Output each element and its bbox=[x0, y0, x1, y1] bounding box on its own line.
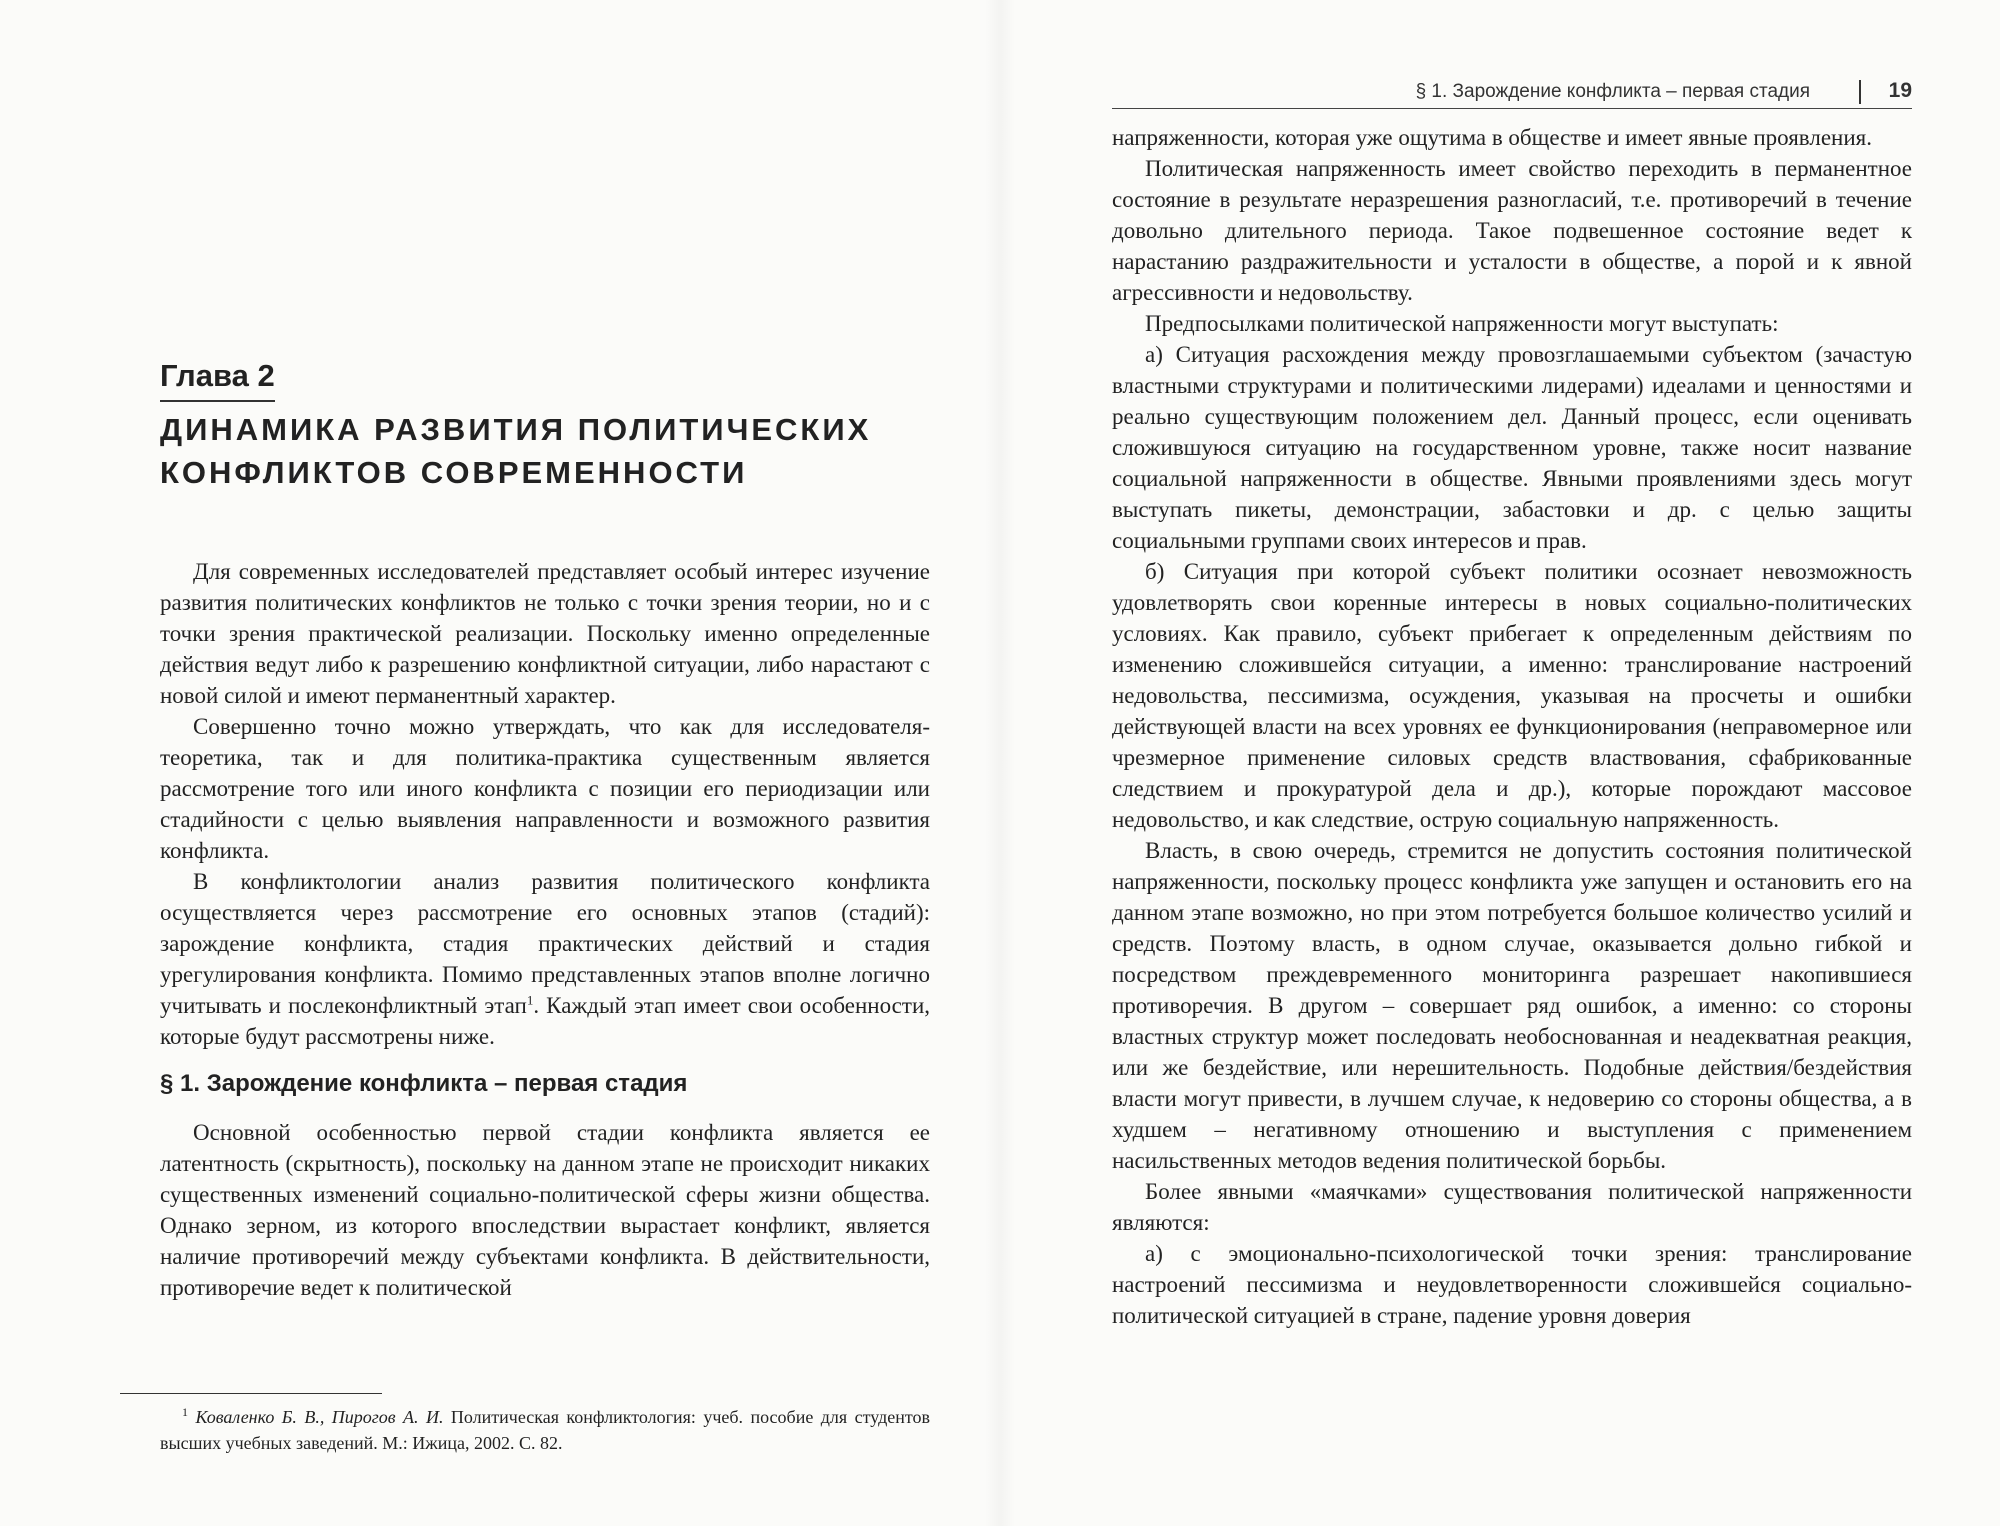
running-head-separator bbox=[1859, 80, 1861, 104]
section-heading: § 1. Зарождение конфликта – первая стадия bbox=[160, 1070, 688, 1097]
paragraph: Политическая напряженность имеет свойство переходить в перманентное состояние в результате неразрешения разногласий, т.е. противоречий в течение довольно длительного периода. Такое подвешенное состояние ведет к нарастанию раздражительности и усталости в обществе, а порой и к явной агрессивности и недовольству. bbox=[1112, 156, 1912, 305]
footnote bbox=[160, 1404, 930, 1456]
chapter-title: ДИНАМИКА РАЗВИТИЯ ПОЛИТИЧЕСКИХ КОНФЛИКТОВ СОВРЕМЕННОСТИ bbox=[160, 412, 872, 490]
paragraph bbox=[160, 866, 930, 1052]
footnote-text: Политическая конфликтология: учеб. пособие для студентов высших учебных заведений. М.: Ижица, 2002. С. 82. bbox=[160, 1407, 931, 1453]
paragraph: Для современных исследователей представляет особый интерес изучение развития политических конфликтов не только с точки зрения теории, но и с точки зрения практической реализации. Поскольку именно определенные действия ведут либо к разрешению конфликтной ситуации, либо нарастают с новой силой и имеют перманентный характер. bbox=[160, 559, 930, 708]
footnote-authors: Коваленко Б. В., Пирогов А. И. bbox=[195, 1407, 444, 1427]
page-number: 19 bbox=[1888, 79, 1912, 102]
paragraph-continuation: напряженности, которая уже ощутима в обществе и имеет явные проявления. bbox=[1112, 125, 1872, 150]
header-rule bbox=[1112, 108, 1912, 109]
paragraph: Более явными «маячками» существования политической напряженности являются: bbox=[1112, 1179, 1912, 1235]
right-body-text bbox=[1112, 122, 1912, 1331]
paragraph: Предпосылками политической напряженности могут выступать: bbox=[1145, 311, 1779, 336]
footnote-divider bbox=[120, 1393, 382, 1394]
running-head-title: § 1. Зарождение конфликта – первая стадия bbox=[1415, 81, 1810, 102]
footnote-mark: 1 bbox=[182, 1405, 188, 1419]
paragraph: Основной особенностью первой стадии конфликта является ее латентность (скрытность), поскольку на данном этапе не происходит никаких существенных изменений социально-политической сферы жизни общества. Однако зерном, из которого впоследствии вырастает конфликт, является наличие противоречий между субъектами конфликта. В действительности, противоречие ведет к политической bbox=[160, 1120, 930, 1300]
chapter-label-underline bbox=[160, 400, 275, 402]
list-item: а) с эмоционально-психологической точки зрения: транслирование настроений пессимизма и неудовлетворенности сложившейся социально-политической ситуацией в стране, падение уровня доверия bbox=[1112, 1241, 1912, 1328]
right-page bbox=[1000, 0, 2000, 1526]
chapter-label: Глава 2 bbox=[160, 358, 275, 393]
paragraph: Власть, в свою очередь, стремится не допустить состояния политической напряженности, поскольку процесс конфликта уже запущен и остановить его на данном этапе возможно, но при этом потребуется большое количество усилий и средств. Поэтому власть, в одном случае, оказывается дольно гибкой и посредством преждевременного мониторинга разрешает накопившиеся противоречия. В другом – совершает ряд ошибок, а именно: со стороны властных структур может последовать необоснованная и неадекватная реакция, или же бездействие, или нерешительность. Подобные действия/бездействия власти могут привести, в лучшем случае, к недоверию со стороны общества, а в худшем – негативному отношению и выступления с применением насильственных методов ведения политической борьбы. bbox=[1112, 838, 1912, 1173]
paragraph-text: В конфликтологии анализ развития политического конфликта осуществляется через рассмотрение его основных этапов (стадий): зарождение конфликта, стадия практических действий и стадия урегулирования конфликта. Помимо представленных этапов вполне логично учитывать и послеконфликтный этап bbox=[160, 869, 930, 1018]
paragraph-text-tail: . Каждый этап имеет свои особенности, которые будут рассмотрены ниже. bbox=[160, 993, 930, 1049]
running-header bbox=[1112, 80, 1912, 106]
left-body-text bbox=[160, 556, 930, 1303]
paragraph: Совершенно точно можно утверждать, что как для исследователя-теоретика, так и для политика-практика существенным является рассмотрение того или иного конфликта с позиции его периодизации или стадийности с целью выявления направленности и возможного развития конфликта. bbox=[160, 714, 930, 863]
list-item: а) Ситуация расхождения между провозглашаемыми субъектом (зачастую властными структурами и политическими лидерами) идеалами и ценностями и реально существующим положением дел. Данный процесс, если оценивать сложившуюся ситуацию на государственном уровне, также носит название социальной напряженности в обществе. Явными проявлениями здесь могут выступать пикеты, демонстрации, забастовки и др. с целью защиты социальными группами своих интересов и прав. bbox=[1112, 342, 1912, 553]
footnote-reference: 1 bbox=[526, 992, 534, 1008]
list-item: б) Ситуация при которой субъект политики осознает невозможность удовлетворять свои коренные интересы в новых социально-политических условиях. Как правило, субъект прибегает к определенным действиям по изменению сложившейся ситуации, а именно: транслирование настроений недовольства, пессимизма, осуждения, указывая на просчеты и ошибки действующей власти на всех уровнях ее функционирования (неправомерное или чрезмерное применение силовых средств властвования, сфабрикованные следствием и прокуратурой дела и др.), которые порождают массовое недовольство, и как следствие, острую социальную напряженность. bbox=[1112, 559, 1912, 832]
